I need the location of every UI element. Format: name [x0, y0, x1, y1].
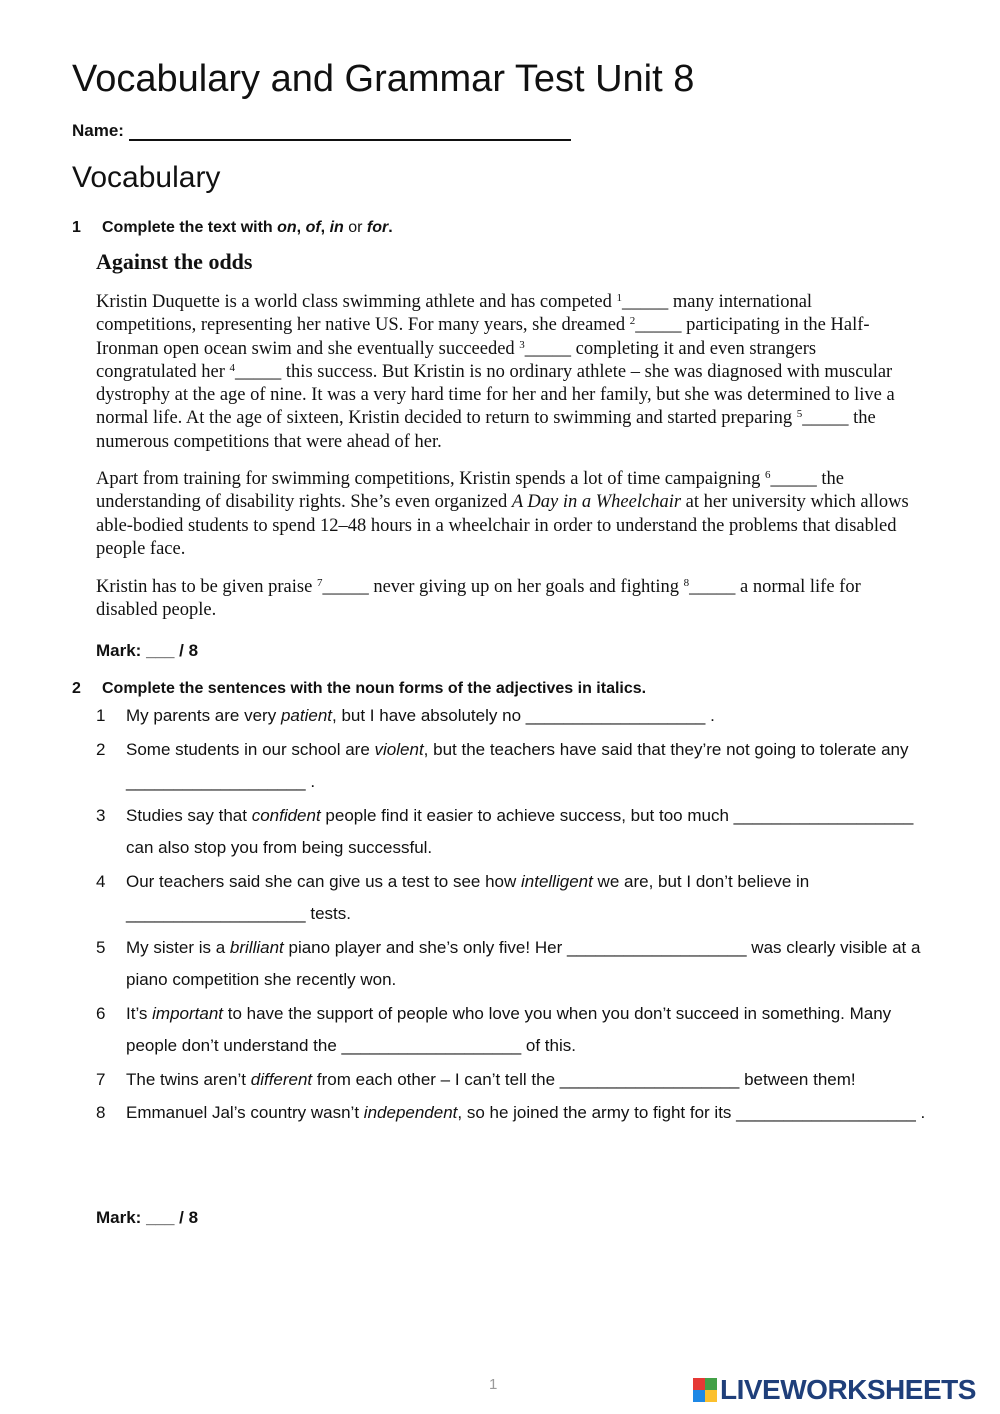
article-paragraph-1: Kristin Duquette is a world class swimming athlete and has competed $^1$_____ many international competitions, representing her native US. For many years, she dreamed $^2$_____ participating in the Half-Ironman open ocean swim and she eventually succeeded $^3$_____ completing it and even strangers congratulated her $^4$_____ this success. But Kristin is no ordinary athlete – she was diagnosed with muscular dystrophy at the age of nine. It was a very hard time for her and her family, but she was determined to live a normal life. At the age of sixteen, Kristin decided to return to swimming and started preparing $^5$_____ the numerous competitions that were ahead of her.	[96, 292, 895, 452]
list-item: 5 My sister is a brilliant piano player and she’s only five! Her ___________________ was clearly visible at a piano competition she recently won.	[96, 937, 921, 989]
name-row	[72, 121, 571, 141]
logo-square	[705, 1390, 717, 1402]
exercise2-mark: Mark: ___ / 8	[96, 1208, 199, 1227]
brand-name: LIVEWORKSHEETS	[720, 1374, 976, 1405]
page-number: 1	[489, 1376, 498, 1393]
list-item: 3 Studies say that confident people find it easier to achieve success, but too much ___________________ can also stop you from being successful.	[96, 805, 914, 857]
gap-number: 3	[519, 338, 525, 351]
article-title: Against the odds	[96, 249, 253, 274]
gap-number: 5	[796, 408, 803, 421]
page-title: Vocabulary and Grammar Test Unit 8	[72, 58, 695, 100]
list-item: 4 Our teachers said she can give us a test to see how intelligent we are, but I don’t believe in ___________________ tests.	[96, 871, 810, 923]
logo-square	[705, 1378, 717, 1390]
article-paragraph-3: Kristin has to be given praise $^7$_____ never giving up on her goals and fighting $^8$_____ a normal life for disabled people.	[96, 577, 861, 621]
name-field[interactable]	[129, 121, 571, 141]
exercise1-mark: Mark: ___ / 8	[96, 641, 199, 660]
exercise2-instruction: 2 Complete the sentences with the noun forms of the adjectives in italics.	[72, 680, 647, 697]
gap-number: 1	[616, 292, 622, 304]
gap-number: 2	[629, 315, 636, 328]
gap-number: 4	[229, 361, 236, 374]
list-item: 8 Emmanuel Jal’s country wasn’t independent, so he joined the army to fight for its ___________________ .	[96, 1103, 926, 1122]
list-item: 7 The twins aren’t different from each other – I can’t tell the ___________________ between them!	[96, 1069, 856, 1089]
name-label: Name:	[72, 121, 124, 140]
article-paragraph-2: Apart from training for swimming competitions, Kristin spends a lot of time campaigning $^6$_____ the understanding of disability rights. She’s even organized A Day in a Wheelchair at her university which allows able-bodied students to spend 12–48 hours in a wheelchair in order to understand the problems that disabled people face.	[96, 469, 909, 559]
gap-number: 8	[683, 577, 690, 589]
gap-number: 7	[316, 577, 323, 589]
gap-number: 6	[764, 469, 771, 481]
section-title: Vocabulary	[72, 161, 221, 194]
exercise2-items	[96, 700, 926, 1131]
list-item: 2 Some students in our school are violent, but the teachers have said that they’re not going to tolerate any ___________________ .	[96, 739, 909, 791]
exercise1-instruction: 1 Complete the text with on, of, in or for.	[72, 219, 393, 236]
list-item: 6 It’s important to have the support of people who love you when you don’t succeed in something. Many people don’t understand the ___________________ of this.	[96, 1003, 892, 1055]
logo-square	[693, 1378, 705, 1390]
list-item: 1 My parents are very patient, but I have absolutely no ___________________ .	[96, 706, 715, 725]
exercise2-number: 2	[72, 680, 81, 697]
exercise1-number: 1	[72, 219, 81, 236]
liveworksheets-logo[interactable]	[693, 1374, 976, 1406]
liveworksheets-icon	[693, 1378, 717, 1402]
logo-square	[693, 1390, 705, 1402]
